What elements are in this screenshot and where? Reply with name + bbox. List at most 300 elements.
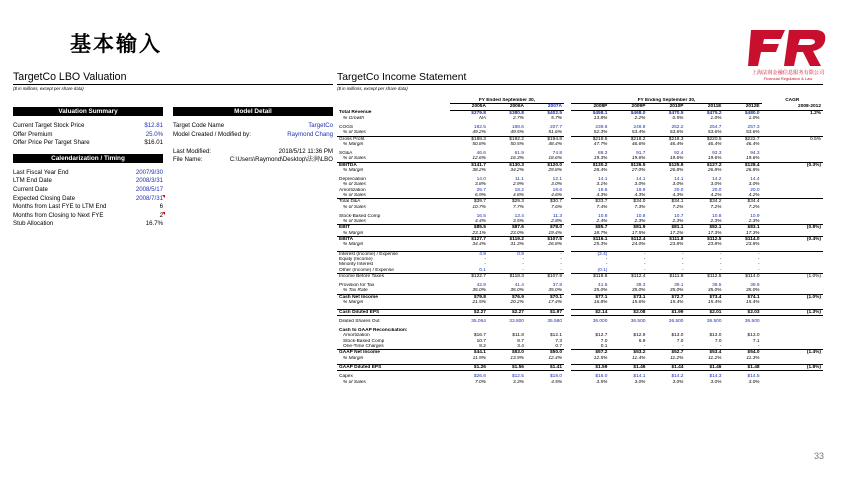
hist-cell: $118.3 xyxy=(488,274,526,280)
proj-cell: 4.3% xyxy=(634,192,646,198)
proj-cell: 252.2 xyxy=(671,124,684,130)
hist-cell: 35.0% xyxy=(548,288,562,294)
hist-cell: $141.7 xyxy=(450,162,488,168)
hist-cell: 37.8 xyxy=(552,283,562,289)
row-label: Stock-Based Comp xyxy=(343,338,385,344)
table-row xyxy=(337,380,823,385)
timing-label: Last Fiscal Year End xyxy=(13,168,69,176)
proj-cell: 17.5% xyxy=(631,230,646,236)
hist-cell: 4.6% xyxy=(551,192,562,198)
hist-cell: 41.4 xyxy=(514,283,524,289)
timing-label: Months from Closing to Next FYE xyxy=(13,211,104,219)
valuation-value: 25.0% xyxy=(145,130,163,138)
proj-cell: $130.2 xyxy=(571,162,609,168)
hist-cell: $194.8 xyxy=(526,136,564,142)
proj-cell: 94.3 xyxy=(750,150,760,156)
proj-cell: $14.2 xyxy=(671,374,684,380)
row-label: Provision for Tax xyxy=(339,283,375,289)
row-label: Minority Interest xyxy=(339,262,374,268)
proj-cell: 7.2% xyxy=(710,204,722,210)
timing-value: 2007/9/30 xyxy=(135,168,163,176)
proj-cell: 3.0% xyxy=(634,182,646,188)
model-detail-label: File Name: xyxy=(173,156,203,164)
hist-cell: 4.4% xyxy=(474,218,486,224)
hist-cell: 46.6 xyxy=(476,150,486,156)
proj-cell: $81.9 xyxy=(609,225,647,231)
proj-cell: 11.3% xyxy=(746,355,760,361)
proj-cell: 53.6% xyxy=(745,130,760,136)
hist-cell: $12.1 xyxy=(549,333,562,339)
proj-cell: (0.1) xyxy=(597,267,608,273)
proj-cell: 3.0% xyxy=(710,182,722,188)
proj-cell: $34.4 xyxy=(723,199,761,205)
proj-cell: 47.7% xyxy=(593,142,608,147)
hist-cell: 23.1% xyxy=(472,230,486,236)
hist-cell: 7.6% xyxy=(551,204,562,210)
proj-cell: $82.1 xyxy=(685,225,723,231)
row-label: Gross Profit xyxy=(337,136,450,142)
year-header-proj: 2008P xyxy=(571,104,609,110)
proj-cell: - xyxy=(643,343,646,349)
valuation-summary-section xyxy=(13,107,163,229)
proj-cell: - xyxy=(681,267,684,273)
proj-cell: 20.0 xyxy=(712,187,722,193)
cagr-cell: (0.8%) xyxy=(762,225,823,231)
proj-cell: $2.01 xyxy=(685,309,723,315)
hist-cell: - xyxy=(484,262,486,268)
proj-cell: $83.1 xyxy=(723,225,761,231)
valuation-label: Offer Price Per Target Share xyxy=(13,139,90,147)
proj-cell: - xyxy=(757,267,760,273)
title-divider xyxy=(337,84,823,85)
row-label: % of Sales xyxy=(343,204,366,210)
hist-cell: 188.6 xyxy=(511,124,524,130)
hist-cell: $26.6 xyxy=(473,374,486,380)
proj-cell: 35.0% xyxy=(707,288,722,294)
income-statement-table xyxy=(337,98,823,385)
hist-cell: $18.0 xyxy=(549,374,562,380)
proj-cell: - xyxy=(757,257,760,263)
proj-cell: 36.500 xyxy=(630,318,646,324)
cagr-header: CAGR xyxy=(785,98,800,104)
proj-cell: 14.4 xyxy=(750,176,760,182)
row-label: % Margin xyxy=(343,300,364,306)
proj-cell: 19.6% xyxy=(745,156,760,162)
title-divider xyxy=(13,84,333,85)
proj-cell: $34.1 xyxy=(647,199,685,205)
proj-cell: $220.5 xyxy=(685,136,723,142)
hist-cell: $29.3 xyxy=(488,199,526,205)
slide-title: 基本输入 xyxy=(70,31,162,56)
timing-row xyxy=(13,212,163,221)
hist-cell: 21.5% xyxy=(472,300,486,306)
hist-cell: 7.3 xyxy=(555,338,562,344)
model-detail-label: Target Code Name xyxy=(173,122,225,129)
hist-cell: 3.5% xyxy=(513,218,524,224)
hist-cell: 7.7% xyxy=(513,204,524,210)
timing-value: 2008/7/31 xyxy=(135,194,163,202)
proj-cell: 39.9 xyxy=(750,283,760,289)
proj-cell: 7.3% xyxy=(634,204,646,210)
proj-cell: $12.7 xyxy=(595,333,608,339)
model-detail-row xyxy=(173,139,333,148)
proj-cell: 88.3 xyxy=(598,150,608,156)
proj-cell: $222.7 xyxy=(723,136,761,142)
hist-cell: $2.27 xyxy=(450,309,488,315)
hist-cell: $76.9 xyxy=(488,294,526,300)
model-detail-value: Raymond Chang xyxy=(287,130,333,138)
proj-cell: $118.6 xyxy=(571,274,609,280)
proj-cell: $52.7 xyxy=(647,350,685,356)
year-header-proj: 2012E xyxy=(723,104,761,110)
hist-cell: - xyxy=(522,257,524,263)
proj-cell: 20.0 xyxy=(674,187,684,193)
logo-english-text: Financial Regulation & Law xyxy=(763,76,813,81)
cagr-cell: (0.4%) xyxy=(762,236,823,242)
proj-cell: 10.8 xyxy=(636,213,646,219)
proj-cell: $1.44 xyxy=(647,365,685,371)
proj-cell: 36.500 xyxy=(744,318,760,324)
proj-cell: 53.6% xyxy=(669,130,684,136)
proj-cell: 10.9 xyxy=(750,213,760,219)
proj-cell: 2.3% xyxy=(634,218,646,224)
hist-cell: 49.5% xyxy=(510,130,524,136)
proj-cell: $111.8 xyxy=(647,236,685,242)
proj-cell: 23.8% xyxy=(707,242,722,248)
proj-cell: 6.9 xyxy=(638,338,646,344)
proj-cell: $1.59 xyxy=(571,365,609,371)
proj-cell: $218.5 xyxy=(571,136,609,142)
proj-cell: 35.0% xyxy=(745,288,760,294)
model-detail-label xyxy=(173,139,333,148)
proj-cell: 41.5 xyxy=(598,283,608,289)
proj-cell: 20.0 xyxy=(750,187,760,193)
hist-cell: $120.0 xyxy=(526,162,564,168)
proj-cell: 17.3% xyxy=(707,230,722,236)
proj-cell: 52.3% xyxy=(593,130,608,136)
proj-cell: 46.4% xyxy=(707,142,722,147)
proj-cell: $475.2 xyxy=(706,110,722,116)
proj-cell: 28.4% xyxy=(593,167,608,173)
proj-cell: 7.1 xyxy=(752,338,760,344)
hist-cell: $30.7 xyxy=(526,199,564,205)
hist-cell: 2.8% xyxy=(551,218,562,224)
proj-cell: $112.4 xyxy=(609,236,647,242)
timing-label: LTM End Date xyxy=(13,177,52,185)
row-label: % Tax Rate xyxy=(343,288,368,294)
proj-cell: 7.0 xyxy=(600,338,608,344)
timing-value: 2 xyxy=(159,211,163,219)
proj-cell: 39.1 xyxy=(674,283,684,289)
proj-cell: 2.3% xyxy=(710,218,722,224)
hist-cell: NA xyxy=(479,116,486,122)
proj-cell: 14.1 xyxy=(674,176,684,182)
hist-cell: 2.9% xyxy=(513,182,524,188)
hist-cell: 13.9% xyxy=(510,355,524,361)
calendarization-header: Calendarization / Timing xyxy=(13,154,163,163)
hist-cell: 182.5 xyxy=(473,124,486,130)
row-label: % Margin xyxy=(343,167,364,173)
proj-cell: 14.2 xyxy=(712,176,722,182)
model-detail-label: Last Modified: xyxy=(173,147,211,155)
row-label: Total D&A xyxy=(337,199,450,205)
valuation-row xyxy=(13,122,163,131)
hist-cell: 35.580 xyxy=(547,318,562,324)
proj-cell: $116.1 xyxy=(571,236,609,242)
proj-cell: $2.14 xyxy=(571,309,609,315)
hist-cell: 14.0 xyxy=(476,176,486,182)
proj-cell: 53.4% xyxy=(631,130,646,136)
proj-cell: 46.4% xyxy=(745,142,760,147)
proj-cell: $218.2 xyxy=(609,136,647,142)
proj-cell: 23.8% xyxy=(669,242,684,248)
hist-cell: $119.2 xyxy=(488,236,526,242)
hist-cell: $379.8 xyxy=(471,110,486,116)
row-label: Depreciation xyxy=(339,176,366,182)
proj-cell: 91.7 xyxy=(636,150,646,156)
proj-cell: $72.7 xyxy=(647,294,685,300)
hist-cell: - xyxy=(526,251,564,257)
proj-cell: (2.4) xyxy=(571,251,609,257)
row-label: EBIT xyxy=(337,225,450,231)
model-detail-label: Model Created / Modified by: xyxy=(173,130,251,138)
valuation-row xyxy=(13,131,163,140)
proj-cell: 17.3% xyxy=(745,230,760,236)
proj-cell: 19.6% xyxy=(669,156,684,162)
row-label: Other (Income) / Expense xyxy=(339,267,394,273)
hist-cell: 19.4% xyxy=(548,230,562,236)
hist-cell: 16.3% xyxy=(510,156,524,162)
fr-logo-icon xyxy=(747,28,829,68)
proj-cell: $127.2 xyxy=(685,162,723,168)
proj-cell: - xyxy=(757,343,760,349)
proj-cell: 46.6% xyxy=(631,142,646,147)
proj-cell: - xyxy=(719,262,722,268)
proj-cell: 15.4% xyxy=(669,300,684,306)
hist-cell: $87.6 xyxy=(488,225,526,231)
row-label: % Margin xyxy=(343,242,364,248)
proj-cell: - xyxy=(681,343,684,349)
proj-cell: 19.9 xyxy=(636,187,646,193)
proj-cell: 15.4% xyxy=(745,300,760,306)
proj-cell: $114.0 xyxy=(723,274,761,280)
hist-cell: $402.5 xyxy=(547,110,562,116)
logo-chinese-text: 上海法润金融信息服务有限公司 xyxy=(751,70,825,76)
timing-label: Months from Last FYE to LTM End xyxy=(13,203,107,211)
hist-cell: $130.3 xyxy=(488,162,526,168)
proj-cell: 27.0% xyxy=(631,167,646,173)
hist-cell: 35.0% xyxy=(510,288,524,294)
hist-cell: 20.2% xyxy=(510,300,524,306)
row-label: GAAP Net Income xyxy=(337,350,450,356)
proj-cell: 35.0% xyxy=(593,288,608,294)
proj-cell: $1.99 xyxy=(647,309,685,315)
proj-cell: $112.5 xyxy=(685,274,723,280)
timing-row xyxy=(13,203,163,212)
row-label: % of Sales xyxy=(343,192,366,198)
hist-cell: 42.9 xyxy=(476,283,486,289)
row-label: Amortization xyxy=(343,333,370,339)
proj-cell: 53.6% xyxy=(707,130,722,136)
proj-cell: $74.1 xyxy=(723,294,761,300)
hist-cell: 61.9 xyxy=(514,150,524,156)
proj-cell: $33.7 xyxy=(571,199,609,205)
row-label: % Margin xyxy=(343,355,364,361)
hist-cell: 25.7 xyxy=(476,187,486,193)
proj-cell: 257.3 xyxy=(747,124,760,130)
timing-row xyxy=(13,195,163,204)
proj-cell: $73.4 xyxy=(685,294,723,300)
lbo-valuation-panel xyxy=(13,72,333,229)
proj-cell: - xyxy=(685,251,723,257)
hist-cell: $70.1 xyxy=(526,294,564,300)
hist-cell: 2.7% xyxy=(513,116,524,122)
row-label: Equity (Income) xyxy=(339,257,373,263)
proj-cell: 39.3 xyxy=(636,283,646,289)
proj-cell: 25.3% xyxy=(593,242,608,248)
hist-cell: 10.7% xyxy=(472,204,486,210)
row-label: Stock-Based Comp xyxy=(339,213,381,219)
cagr-cell: 1.2% xyxy=(810,110,821,116)
proj-cell: 15.4% xyxy=(707,300,722,306)
proj-cell: $126.5 xyxy=(609,162,647,168)
proj-cell: 2.3% xyxy=(748,218,760,224)
proj-cell: 24.0% xyxy=(631,242,646,248)
hist-cell: 26.8% xyxy=(548,242,562,248)
timing-value: 2008/3/31 xyxy=(135,177,163,185)
proj-cell: 2.4% xyxy=(596,218,608,224)
model-detail-row xyxy=(173,122,333,131)
hist-cell: 51.6% xyxy=(548,130,562,136)
hist-cell: 50.5% xyxy=(510,142,524,147)
hist-cell: $2.27 xyxy=(488,309,526,315)
hist-cell: $107.5 xyxy=(526,236,564,242)
hist-cell: $127.7 xyxy=(450,236,488,242)
hist-cell: $1.97 xyxy=(526,309,564,315)
hist-cell: $16.7 xyxy=(473,333,486,339)
proj-cell: $13.0 xyxy=(671,333,684,339)
hist-cell: $79.8 xyxy=(450,294,488,300)
hist-cell: $1.26 xyxy=(450,365,488,371)
proj-cell: 3.0% xyxy=(672,182,684,188)
proj-cell: $2.03 xyxy=(723,309,761,315)
proj-cell: 93.3 xyxy=(712,150,722,156)
hist-cell: 29.8% xyxy=(548,167,562,173)
proj-cell: 39.5 xyxy=(712,283,722,289)
proj-cell: 254.7 xyxy=(709,124,722,130)
proj-cell: $81.1 xyxy=(647,225,685,231)
proj-cell: 7.0 xyxy=(676,338,684,344)
proj-cell: $111.8 xyxy=(647,274,685,280)
proj-cell: 10.8 xyxy=(598,213,608,219)
proj-cell: - xyxy=(681,262,684,268)
proj-cell: - xyxy=(643,257,646,263)
row-label: % Growth xyxy=(343,116,365,122)
hist-cell: 8.7 xyxy=(517,338,524,344)
hist-cell: 12.4% xyxy=(548,355,562,361)
proj-cell: - xyxy=(605,257,608,263)
hist-cell: $12.5 xyxy=(511,374,524,380)
hist-cell: 3.3% xyxy=(513,379,524,385)
valuation-label: Current Target Stock Price xyxy=(13,122,85,129)
proj-cell: 17.2% xyxy=(669,230,684,236)
model-detail-header: Model Detail xyxy=(173,107,333,116)
row-label: % of Sales xyxy=(343,182,366,188)
proj-cell: - xyxy=(719,343,722,349)
model-detail-row xyxy=(173,131,333,140)
row-label: Total Revenue xyxy=(339,110,372,116)
hist-cell: 4.5% xyxy=(551,379,562,385)
row-label: % of Sales xyxy=(343,156,366,162)
proj-cell: $14.3 xyxy=(709,374,722,380)
hist-cell: 18.6% xyxy=(548,156,562,162)
hist-cell: 11.1 xyxy=(514,176,524,182)
proj-cell: $480.0 xyxy=(744,110,760,116)
hist-cell: 12.1 xyxy=(552,176,562,182)
page-number: 33 xyxy=(814,451,825,461)
model-detail-value: C:\Users\Raymond\Desktop\法润\LBO xyxy=(229,156,333,164)
hist-cell: 5.7% xyxy=(551,116,562,122)
proj-cell: $12.9 xyxy=(633,333,646,339)
year-header-hist: 2005A xyxy=(450,104,488,110)
proj-cell: 11.2% xyxy=(670,355,684,361)
projected-header: FY Ending September 30, xyxy=(571,98,761,104)
proj-cell: 26.8% xyxy=(707,167,722,173)
row-label: Cash to GAAP Reconciliation: xyxy=(339,327,408,333)
row-label: GAAP Diluted EPS xyxy=(337,365,450,371)
row-label: % of Sales xyxy=(343,218,366,224)
hist-cell: 74.8 xyxy=(552,150,562,156)
hist-cell: 35.0% xyxy=(472,288,486,294)
proj-cell: 3.1% xyxy=(596,182,608,188)
row-label: % Margin xyxy=(343,142,364,147)
proj-cell: 19.6% xyxy=(707,156,722,162)
year-header-proj: 2010P xyxy=(647,104,685,110)
hist-cell: $50.0 xyxy=(526,350,564,356)
proj-cell: $73.1 xyxy=(609,294,647,300)
timing-label: Expected Closing Date xyxy=(13,194,75,202)
proj-cell: $1.46 xyxy=(685,365,723,371)
cagr-cell: 0.5% xyxy=(762,136,823,142)
proj-cell: - xyxy=(723,251,761,257)
year-header-hist: 2006A xyxy=(488,104,526,110)
hist-cell: $380.8 xyxy=(509,110,524,116)
proj-cell: 0.5% xyxy=(672,116,684,122)
hist-cell: 3.4 xyxy=(517,343,524,349)
row-label: COGS xyxy=(339,124,354,130)
row-label: Cash Diluted EPS xyxy=(337,309,450,315)
proj-cell: 11.4% xyxy=(632,355,646,361)
proj-cell: 14.1 xyxy=(598,176,608,182)
valuation-value: $16.01 xyxy=(144,139,163,147)
proj-cell: $2.08 xyxy=(609,309,647,315)
hist-cell: 8.2 xyxy=(479,343,486,349)
proj-cell: 7.2% xyxy=(748,204,760,210)
proj-cell: $13.0 xyxy=(747,333,760,339)
hist-cell: - xyxy=(522,262,524,268)
cagr-cell: (1.0%) xyxy=(762,274,823,280)
hist-cell: 31.3% xyxy=(510,242,524,248)
proj-cell: 4.3% xyxy=(672,192,684,198)
proj-cell: - xyxy=(647,251,685,257)
proj-cell: 92.4 xyxy=(674,150,684,156)
row-label: EBITA xyxy=(337,236,450,242)
hist-cell: $53.0 xyxy=(488,350,526,356)
proj-cell: 3.0% xyxy=(748,379,760,385)
hist-cell: - xyxy=(484,257,486,263)
hist-cell: 6.9% xyxy=(474,192,486,198)
hist-cell: 16.5 xyxy=(476,213,486,219)
